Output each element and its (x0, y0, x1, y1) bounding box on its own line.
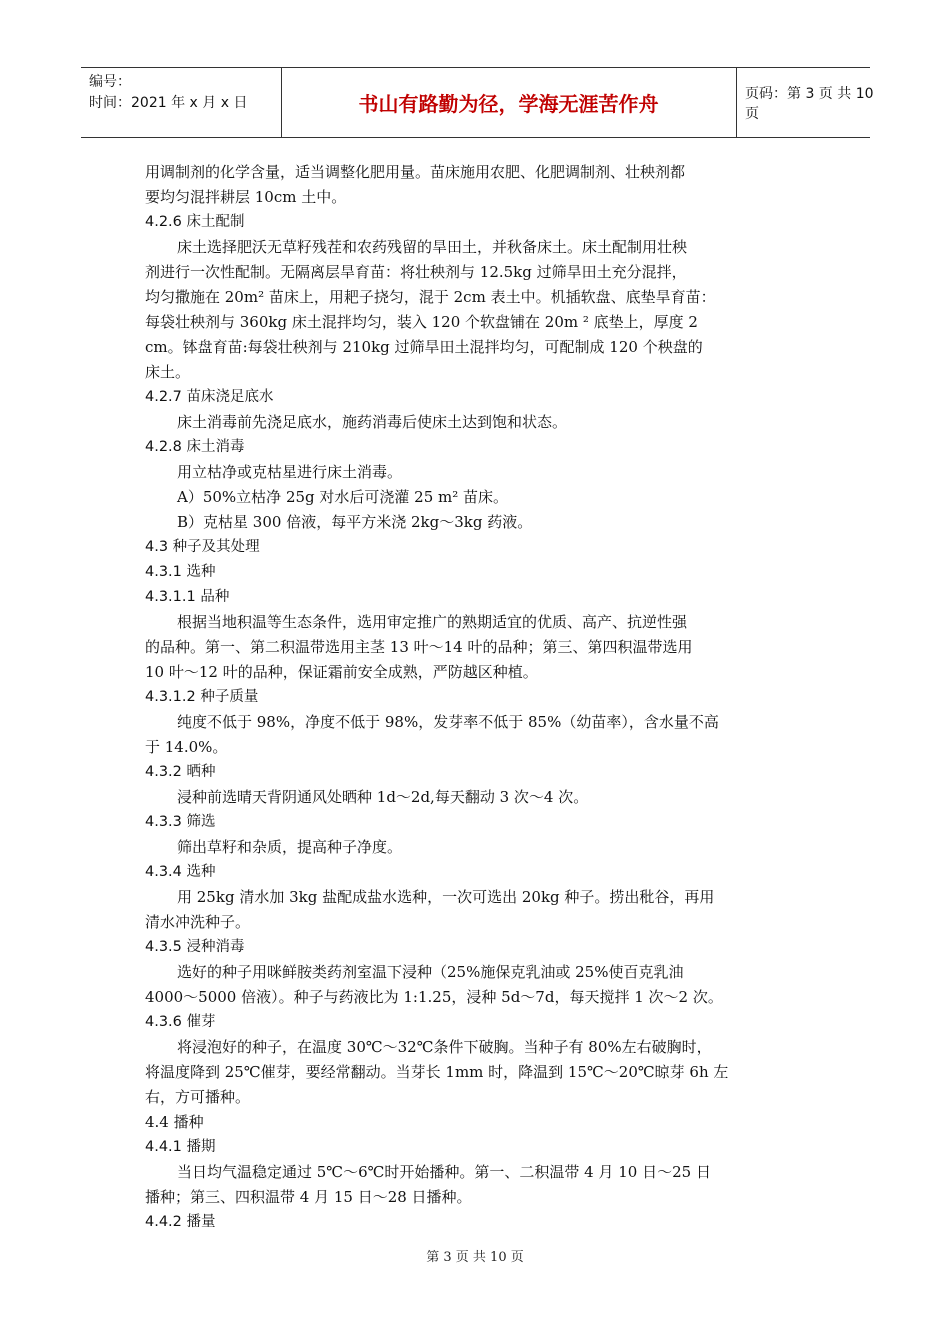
paragraph-line: 将浸泡好的种子，在温度 30℃～32℃条件下破胸。当种子有 80%左右破胸时， (177, 1038, 712, 1056)
paragraph-line: 4.4 播种 (145, 1113, 204, 1131)
header-motto: 书山有路勤为径，学海无涯苦作舟 (281, 68, 737, 137)
date-label: 时间：2021 年 x 月 x 日 (89, 95, 248, 111)
paragraph-line: 右，方可播种。 (145, 1088, 251, 1106)
paragraph-line: 床土。 (145, 363, 191, 381)
paragraph-line: B）克枯星 300 倍液，每平方米浇 2kg～3kg 药液。 (177, 513, 533, 531)
paragraph-line: 纯度不低于 98%，净度不低于 98%，发芽率不低于 85%（幼苗率），含水量不高 (177, 713, 719, 731)
paragraph-line: 用 25kg 清水加 3kg 盐配成盐水选种，一次可选出 20kg 种子。捞出秕谷，再用 (177, 888, 715, 906)
paragraph-line: 用调制剂的化学含量，适当调整化肥用量。苗床施用农肥、化肥调制剂、壮秧剂都 (145, 163, 686, 181)
paragraph-line: cm。钵盘育苗:每袋壮秧剂与 210kg 过筛旱田土混拌均匀，可配制成 120 个秧盘的 (145, 338, 703, 356)
paragraph-line: 10 叶～12 叶的品种，保证霜前安全成熟，严防越区种植。 (145, 663, 538, 681)
section-heading: 4.3.1.2 种子质量 (145, 689, 259, 705)
paragraph-line: 每袋壮秧剂与 360kg 床土混拌均匀，装入 120 个软盘铺在 20m ² 底垫上，厚度 2 (145, 313, 698, 331)
paragraph-line: 用立枯净或克枯星进行床土消毒。 (177, 463, 403, 481)
paragraph-line: 清水冲洗种子。 (145, 913, 251, 931)
header-page-info: 页码：第 3 页 共 10 页 (745, 85, 874, 122)
paragraph-line: 当日均气温稳定通过 5℃～6℃时开始播种。第一、二积温带 4 月 10 日～25 日 (177, 1163, 711, 1181)
document-body (145, 160, 805, 1235)
paragraph-line: A）50%立枯净 25g 对水后可浇灌 25 m² 苗床。 (177, 488, 509, 506)
paragraph-line: 筛出草籽和杂质，提高种子净度。 (177, 838, 403, 856)
section-heading: 4.4.2 播量 (145, 1214, 216, 1230)
paragraph-line: 播种；第三、四积温带 4 月 15 日～28 日播种。 (145, 1188, 472, 1206)
section-heading: 4.3.1 选种 (145, 564, 216, 580)
section-heading: 4.3.3 筛选 (145, 814, 216, 830)
paragraph-line: 于 14.0%。 (145, 738, 228, 756)
paragraph-line: 剂进行一次性配制。无隔离层旱育苗：将壮秧剂与 12.5kg 过筛旱田土充分混拌， (145, 263, 687, 281)
paragraph-line: 床土选择肥沃无草籽残茬和农药残留的旱田土，并秋备床土。床土配制用壮秧 (177, 238, 688, 256)
number-label: 编号： (89, 74, 131, 90)
section-heading: 4.3 种子及其处理 (145, 539, 260, 555)
page-header (81, 67, 874, 138)
section-heading: 4.3.5 浸种消毒 (145, 939, 245, 955)
paragraph-line: 选好的种子用咪鲜胺类药剂室温下浸种（25%施保克乳油或 25%使百克乳油 (177, 963, 684, 981)
section-heading: 4.3.6 催芽 (145, 1014, 216, 1030)
section-heading: 4.3.2 晒种 (145, 764, 216, 780)
paragraph-line: 均匀撒施在 20m² 苗床上，用耙子挠匀，混于 2cm 表土中。机插软盘、底垫旱育苗： (145, 288, 716, 306)
paragraph-line: 将温度降到 25℃催芽，要经常翻动。当芽长 1mm 时，降温到 15℃～20℃晾芽 6h 左 (145, 1063, 729, 1081)
section-heading: 4.2.8 床土消毒 (145, 439, 245, 455)
paragraph-line: 4000～5000 倍液）。种子与药液比为 1:1.25，浸种 5d～7d，每天搅拌 1 次～2 次。 (145, 988, 723, 1006)
section-heading: 4.4.1 播期 (145, 1139, 216, 1155)
section-heading: 4.3.4 选种 (145, 864, 216, 880)
paragraph-line: 根据当地积温等生态条件，选用审定推广的熟期适宜的优质、高产、抗逆性强 (177, 613, 688, 631)
paragraph-line: 的品种。第一、第二积温带选用主茎 13 叶～14 叶的品种；第三、第四积温带选用 (145, 638, 693, 656)
header-meta (81, 68, 282, 137)
section-heading: 4.3.1.1 品种 (145, 589, 230, 605)
paragraph-line: 浸种前选晴天背阴通风处晒种 1d～2d,每天翻动 3 次～4 次。 (177, 788, 589, 806)
page-footer: 第 3 页 共 10 页 (426, 1250, 524, 1265)
paragraph-line: 要均匀混拌耕层 10cm 土中。 (145, 188, 347, 206)
section-heading: 4.2.7 苗床浇足底水 (145, 389, 274, 405)
paragraph-line: 床土消毒前先浇足底水，施药消毒后使床土达到饱和状态。 (177, 413, 568, 431)
section-heading: 4.2.6 床土配制 (145, 214, 245, 230)
